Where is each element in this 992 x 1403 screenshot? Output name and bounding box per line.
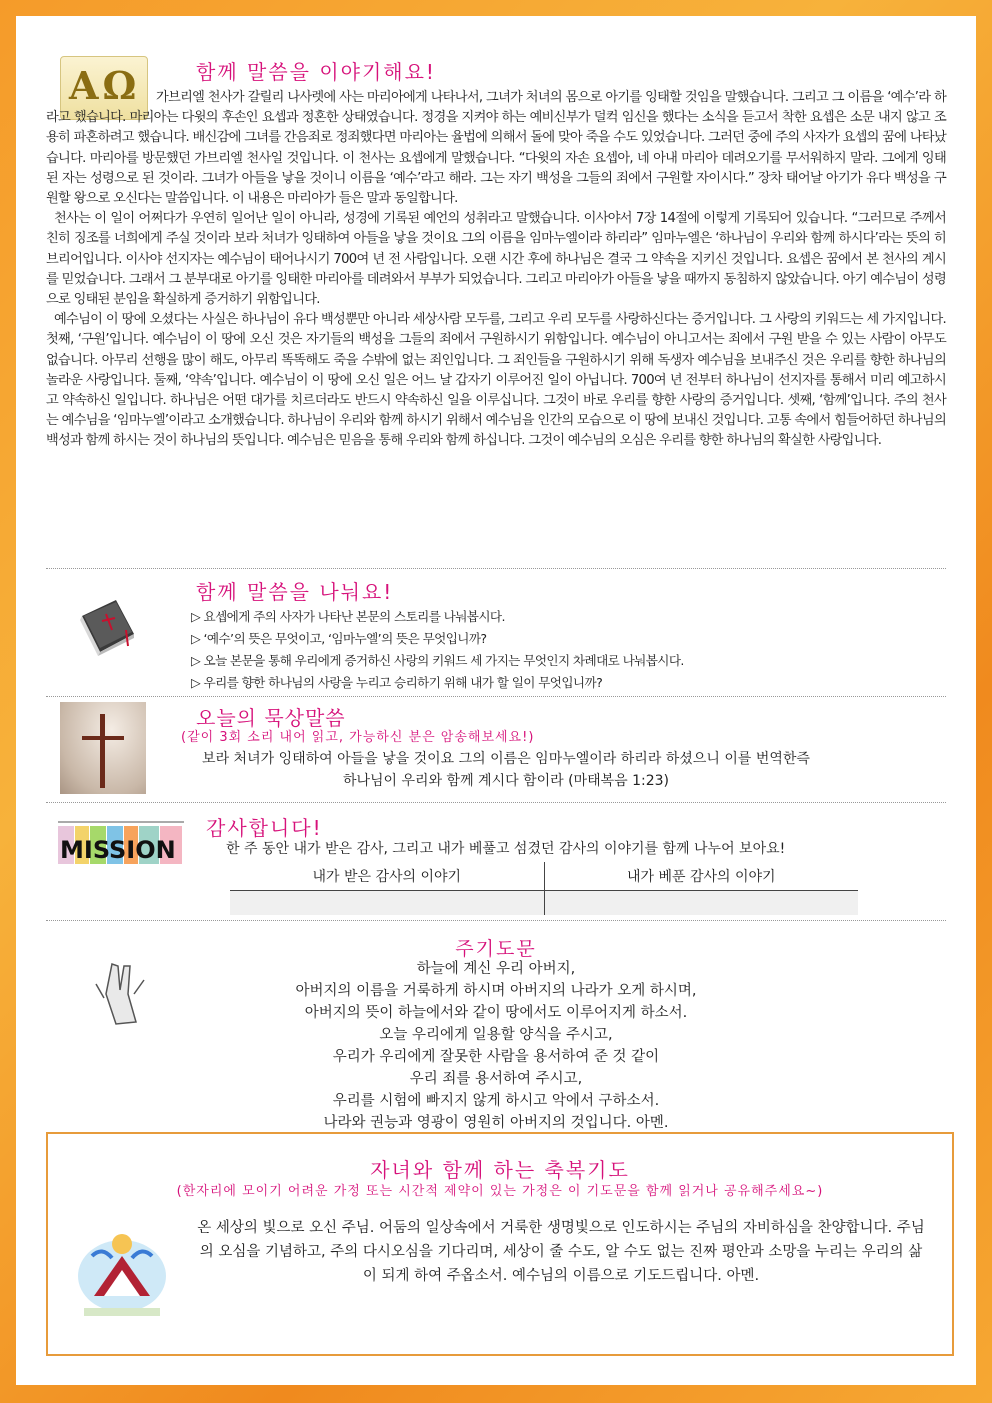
prayer-line: 나라와 권능과 영광이 영원히 아버지의 것입니다. 아멘. bbox=[323, 1115, 669, 1131]
thanks-description: 한 주 동안 내가 받은 감사, 그리고 내가 베풀고 섬겼던 감사의 이야기를 함께 나누어 보아요! bbox=[226, 841, 786, 857]
blessing-box bbox=[46, 1132, 954, 1356]
question-list bbox=[191, 606, 684, 694]
question-item: ▷ 우리를 향한 하나님의 사랑을 누리고 승리하기 위해 내가 할 일이 무엇입니까? bbox=[191, 672, 684, 694]
meditation-verse bbox=[166, 748, 846, 792]
thanks-cell-received[interactable] bbox=[230, 891, 544, 916]
page bbox=[16, 16, 976, 1385]
mission-logo bbox=[56, 816, 186, 870]
alpha-omega-symbol: ΑΩ bbox=[69, 63, 141, 108]
section-title-lords-prayer: 주기도문 bbox=[455, 938, 537, 960]
story-body bbox=[46, 88, 946, 452]
blessing-prayer: 온 세상의 빛으로 오신 주님. 어둠의 일상속에서 거룩한 생명빛으로 인도하시는 주님의 자비하심을 찬양합니다. 주님의 오심을 기념하고, 주의 다시오심을 기다리며, 세상이 줄 수도, 알 수도 없는 진짜 평안과 소망을 누리는 우리의 삶이 되게 하여 주옵소서. 예수님의 이름으로 기도드립니다. 아멘. bbox=[197, 1220, 925, 1284]
section-title-meditation: 오늘의 묵상말씀 bbox=[196, 706, 346, 730]
thanks-col-given: 내가 베푼 감사의 이야기 bbox=[544, 862, 858, 891]
story-paragraph-3: 예수님이 이 땅에 오셨다는 사실은 하나님이 유다 백성뿐만 아니라 세상사람 모두를, 그리고 우리 모두를 사랑하신다는 증거입니다. 그 사랑의 키워드는 세 가지입니다. 첫째, ‘구원’입니다. 예수님이 이 땅에 오신 것은 자기들의 백성을 그들의 죄에서 구원하시기 위함입니다. 예수님이 아니고서는 죄에서 구원 받을 수 있는 사람이 아무도 없습니다. 아무리 선행을 많이 해도, 아무리 똑똑해도 죽을 수밖에 없는 죄인입니다. 그 죄인들을 구원하시기 위해 독생자 예수님을 보내주신 것은 우리를 향한 하나님의 놀라운 사랑입니다. 둘째, ‘약속’입니다. 예수님이 이 땅에 오신 일은 어느 날 갑자기 이루어진 일이 아닙니다. 700여 년 전부터 하나님이 선지자를 통해서 미리 예고하시고 약속하신 일입니다. 하나님은 어떤 대가를 치르더라도 반드시 약속하신 일을 이루십니다. 그것이 바로 우리를 향한 사랑의 증거입니다. 셋째, ‘함께’입니다. 주의 천사는 예수님을 ‘임마누엘’이라고 소개했습니다. 하나님이 우리와 함께 하시기 위해서 예수님을 인간의 모습으로 이 땅에 보내신 것입니다. 고통 속에서 힘들어하던 하나님의 백성과 함께 하시는 것이 하나님의 뜻입니다. 예수님은 믿음을 통해 우리와 함께 하십니다. 그것이 예수님의 오심은 우리를 향한 하나님의 확실한 사랑입니다. bbox=[46, 312, 946, 449]
verse-line: 하나님이 우리와 함께 계시다 함이라 (마태복음 1:23) bbox=[342, 773, 670, 789]
section-title-share: 함께 말씀을 나눠요! bbox=[196, 580, 394, 604]
thanks-col-received: 내가 받은 감사의 이야기 bbox=[230, 862, 544, 891]
blessing-image bbox=[74, 1216, 170, 1326]
section-title-story: 함께 말씀을 이야기해요! bbox=[196, 60, 436, 84]
divider bbox=[46, 568, 946, 569]
prayer-line: 우리를 시험에 빠지지 않게 하시고 악에서 구하소서. bbox=[332, 1093, 660, 1109]
divider bbox=[46, 920, 946, 921]
prayer-line: 아버지의 뜻이 하늘에서와 같이 땅에서도 이루어지게 하소서. bbox=[304, 1005, 688, 1021]
blessing-instruction: (한자리에 모이기 어려운 가정 또는 시간적 제약이 있는 가정은 이 기도문을 함께 읽거나 공유해주세요~) bbox=[176, 1184, 824, 1199]
section-title-blessing: 자녀와 함께 하는 축복기도 bbox=[370, 1158, 630, 1182]
cross-icon bbox=[60, 702, 146, 794]
thanks-table bbox=[230, 862, 858, 915]
question-item: ▷ 요셉에게 주의 사자가 나타난 본문의 스토리를 나눠봅시다. bbox=[191, 606, 684, 628]
divider bbox=[46, 696, 946, 697]
bible-icon bbox=[76, 594, 140, 656]
cross-image bbox=[60, 702, 146, 794]
prayer-line: 아버지의 이름을 거룩하게 하시며 아버지의 나라가 오게 하시며, bbox=[295, 983, 697, 999]
meditation-instruction: (같이 3회 소리 내어 읽고, 가능하신 분은 암송해보세요!) bbox=[181, 730, 535, 745]
section-title-thanks: 감사합니다! bbox=[206, 816, 323, 840]
prayer-line: 우리 죄를 용서하여 주시고, bbox=[409, 1071, 583, 1087]
question-item: ▷ ‘예수’의 뜻은 무엇이고, ‘임마누엘’의 뜻은 무엇입니까? bbox=[191, 628, 684, 650]
prayer-line: 우리가 우리에게 잘못한 사람을 용서하여 준 것 같이 bbox=[332, 1049, 660, 1065]
question-item: ▷ 오늘 본문을 통해 우리에게 증거하신 사랑의 키워드 세 가지는 무엇인지 차례대로 나눠봅시다. bbox=[191, 650, 684, 672]
prayer-line: 하늘에 계신 우리 아버지, bbox=[416, 961, 576, 977]
mission-text: MISSION bbox=[60, 836, 176, 864]
lords-prayer bbox=[16, 958, 976, 1134]
story-paragraph-2: 천사는 이 일이 어쩌다가 우연히 일어난 일이 아니라, 성경에 기록된 예언의 성취라고 말했습니다. 이사야서 7장 14절에 이렇게 기록되어 있습니다. “그러므로 주께서 친히 징조를 너희에게 주실 것이라 보라 처녀가 잉태하여 아들을 낳을 것이요 그의 이름을 임마누엘이라 하리라” 임마누엘은 ‘하나님이 우리와 함께 하시다’라는 뜻의 히브리어입니다. 이사야 선지자는 예수님이 태어나시기 700여 년 전 사람입니다. 오랜 시간 후에 하나님은 결국 그 약속을 지키신 것입니다. 요셉은 꿈에서 본 천사의 계시를 믿었습니다. 그래서 그 분부대로 아기를 잉태한 마리아를 데려와서 부부가 되었습니다. 그리고 마리아가 아들을 낳을 때까지 동침하지 않았습니다. 아기 예수님이 성령으로 잉태된 분임을 확실하게 증거하기 위함입니다. bbox=[46, 211, 946, 308]
verse-line: 보라 처녀가 잉태하여 아들을 낳을 것이요 그의 이름은 임마누엘이라 하리라 하셨으니 이를 번역한즉 bbox=[202, 751, 810, 767]
thanks-cell-given[interactable] bbox=[544, 891, 858, 916]
prayer-line: 오늘 우리에게 일용할 양식을 주시고, bbox=[379, 1027, 613, 1043]
divider bbox=[46, 802, 946, 803]
story-paragraph-1: 가브리엘 천사가 갈릴리 나사렛에 사는 마리아에게 나타나서, 그녀가 처녀의 몸으로 아기를 잉태할 것임을 말했습니다. 그리고 그 이름을 ‘예수’라 하라고 했습니다. 마리아는 다윗의 후손인 요셉과 정혼한 상태였습니다. 정경을 지켜야 하는 예비신부가 덜컥 임신을 했다는 소식을 듣고서 착한 요셉은 소문 내지 않고 조용히 파혼하려고 했습니다. 배신감에 그녀를 간음죄로 정죄했다면 마리아는 율법에 의해서 돌에 맞아 죽을 수도 있었습니다. 그러던 중에 주의 사자가 요셉의 꿈에 나타났습니다. 마리아를 방문했던 가브리엘 천사일 것입니다. 이 천사는 요셉에게 말했습니다. “다윗의 자손 요셉아, 네 아내 마리아 데려오기를 무서워하지 말라. 그에게 잉태된 자는 성령으로 된 것이라. 그녀가 아들을 낳을 것이니 이름을 ‘예수’라고 해라. 그는 자기 백성을 그들의 죄에서 구원할 자이시다.” 장차 태어날 아기가 유다 백성을 구원할 왕으로 오신다는 말씀입니다. 이 내용은 마리아가 들은 말과 동일합니다. bbox=[46, 90, 946, 207]
